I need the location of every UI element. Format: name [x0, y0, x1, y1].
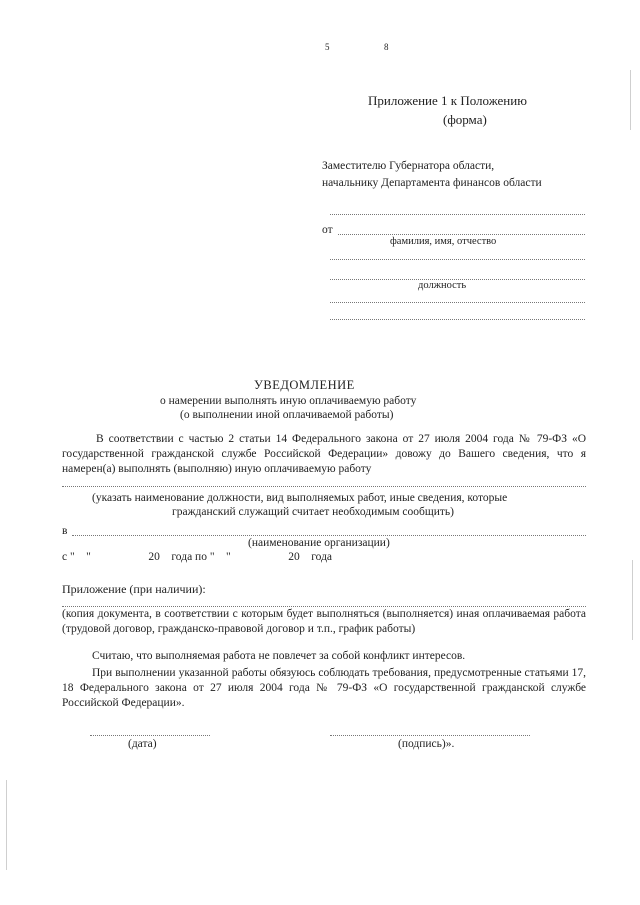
addressee-line-2: начальнику Департамента финансов области: [322, 177, 542, 189]
dates-line: с " " 20 года по " " 20 года: [62, 551, 333, 563]
addressee-line-1: Заместителю Губернатора области,: [322, 160, 495, 172]
work-caption-2: гражданский служащий считает необходимым сообщить): [172, 506, 454, 518]
work-blank-line: [62, 486, 586, 487]
blank-line: [330, 302, 585, 303]
page-mark: 5: [325, 42, 330, 52]
page-mark: 8: [384, 42, 389, 52]
date-caption: (дата): [128, 738, 157, 750]
signature-caption: (подпись)».: [398, 738, 455, 750]
appendix-form: (форма): [443, 112, 487, 127]
organization-caption: (наименование организации): [248, 537, 390, 549]
position-caption: должность: [418, 280, 467, 291]
notice-paragraph: В соответствии с частью 2 статьи 14 Федерального закона от 27 июля 2004 года № 79-ФЗ «О государственной гражданской службе Российской Федерации» довожу до Вашего сведения, что я намерен(а) выполнять (выполняю) иную оплачиваемую работу: [62, 433, 586, 475]
notice-title: УВЕДОМЛЕНИЕ: [254, 378, 355, 392]
obligation-paragraph: При выполнении указанной работы обязуюсь соблюдать требования, предусмотренные статьями 17, 18 Федерального закона от 27 июля 2004 года № 79-ФЗ «О государственной гражданской службе Российской Федерации».: [62, 667, 586, 709]
appendix-title: Приложение 1 к Положению: [368, 93, 527, 108]
conflict-statement: Считаю, что выполняемая работа не повлечет за собой конфликт интересов.: [92, 650, 466, 662]
signature-blank-line: [330, 735, 530, 736]
scan-artifact: [6, 780, 7, 870]
blank-line: [330, 319, 585, 320]
notice-subtitle-2: (о выполнении иной оплачиваемой работы): [180, 409, 394, 421]
fio-blank-line: [338, 234, 585, 235]
from-label: от: [322, 224, 333, 236]
scan-artifact: [632, 560, 633, 640]
blank-line: [330, 214, 585, 215]
work-caption-1: (указать наименование должности, вид выполняемых работ, иные сведения, которые: [92, 492, 508, 504]
date-blank-line: [90, 735, 210, 736]
organization-blank-line: [72, 535, 586, 536]
fio-caption: фамилия, имя, отчество: [390, 236, 497, 247]
notice-subtitle: о намерении выполнять иную оплачиваемую работу: [160, 395, 417, 407]
copy-note: (копия документа, в соответствии с которым будет выполняться (выполняется) иная оплачиваемая работа (трудовой договор, гражданско-правовой договор и т.п., график работы): [62, 608, 586, 635]
attachment-label: Приложение (при наличии):: [62, 582, 206, 596]
scan-artifact: [630, 70, 631, 130]
in-prefix: в: [62, 525, 68, 537]
blank-line: [330, 259, 585, 260]
